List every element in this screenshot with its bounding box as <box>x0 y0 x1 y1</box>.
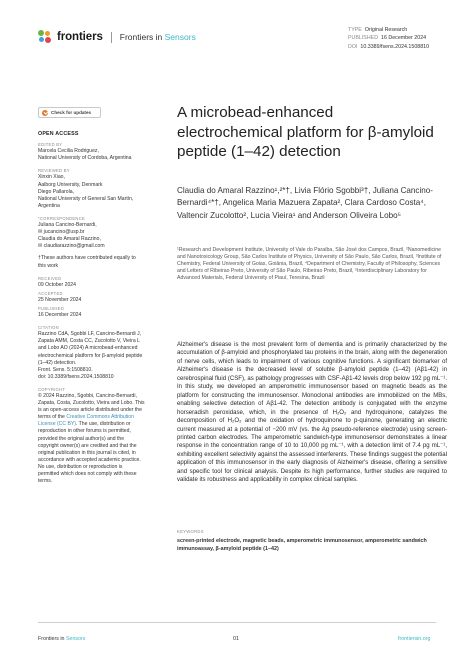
article-meta <box>348 26 429 51</box>
published-label: PUBLISHED <box>38 305 64 311</box>
accepted-label: ACCEPTED <box>38 290 63 296</box>
keywords-label: KEYWORDS <box>177 529 204 534</box>
correspondence-email[interactable]: ✉ claudiarazzino@gmail.com <box>38 243 105 250</box>
correspondence-label: *CORRESPONDENCE <box>38 215 86 221</box>
citation-line: Razzino CdA, Sgobbi LF, Cancino-Bernardi J, <box>38 331 142 338</box>
header-divider <box>111 32 112 43</box>
article-published: PUBLISHED 16 December 2024 <box>348 35 427 42</box>
check-badge-icon <box>42 110 48 116</box>
journal-title: Frontiers in Sensors <box>119 32 196 42</box>
accepted-date: 25 November 2024 <box>38 296 82 303</box>
copyright-line: Zapata, Costa, Zucolotto, Vieira and Lobo. This <box>38 400 145 407</box>
copyright-line: No use, distribution or reproduction is <box>38 463 123 470</box>
reviewed-by-label: REVIEWED BY <box>38 168 70 174</box>
article-doi: DOI 10.3389/fsens.2024.1508810 <box>348 43 430 50</box>
page-number: 01 <box>233 636 239 642</box>
copyright-line: terms. <box>38 478 53 485</box>
copyright-line: terms of the Creative Commons Attribution License (CC BY). The use, distribution or <box>38 414 134 428</box>
article-title: A microbead-enhanced electrochemical platform for β-amyloid peptide (1–42) detection <box>177 104 434 161</box>
frontiers-logo-icon <box>38 30 52 44</box>
correspondence-line: Juliana Cancino-Bernardi, <box>38 222 97 229</box>
equal-contribution-note: this work <box>38 262 59 269</box>
citation-line: Zapata AMM, Costa CC, Zucolotto V, Vieira L <box>38 338 140 345</box>
citation-line: Front. Sens. 5:1508810. <box>38 366 93 373</box>
copyright-line: © 2024 Razzino, Sgobbi, Cancino-Bernardi, <box>38 393 137 399</box>
reviewed-by-line: Aalborg University, Denmark <box>38 181 103 188</box>
equal-contribution-note: †These authors have contributed equally to <box>38 255 136 262</box>
check-for-updates-label: Check for updates <box>51 110 92 115</box>
copyright-label: COPYRIGHT <box>38 386 66 392</box>
publisher-name: frontiers <box>57 31 103 43</box>
publisher-logo[interactable] <box>38 30 196 44</box>
copyright-line: original publication in this journal is cited, in <box>38 449 136 456</box>
edited-by-line: Marcela Cecilia Rodriguez, <box>38 148 99 155</box>
keywords-list: screen-printed electrode, magnetic beads, amperometric immunosensor, amperometric sandwich immunoassay, β-amyloid peptide (1–42) <box>177 538 427 552</box>
published-date: 16 December 2024 <box>38 312 82 319</box>
received-date: 09 October 2024 <box>38 281 76 288</box>
author-list: Claudia do Amaral Razzino¹,²*†, Livia Flório Sgobbi³†, Juliana Cancino-Bernardi⁴*†, Angelica Maria Mazuera Zapata², Clara Cardoso Costa⁴, Valtencir Zucolotto², Lucia Vieira¹ and Anderson Oliveira Lobo⁵ <box>177 186 433 220</box>
article-sidebar <box>38 131 146 485</box>
edited-by-label: EDITED BY <box>38 142 63 148</box>
affiliations: ¹Research and Development Institute, University of Vale do Paraíba, São José dos Campos, Brazil, ²Nanomedicine and Nanotoxicology Group, São Carlos Institute of Physics, University of São Paulo, São Carlos, Brazil, ³Institute of Chemistry, Federal University of Goias, Goiânia, Brazil, ⁴Department of Chemistry, Faculty of Philosophy, Sciences and Letters of Ribeirao Preto, University of São Paulo, Ribeirao Preto, Brazil, ⁵Interdisciplinary Laboratory for Advanced Materials, Federal University of Piauí, Teresina, Brazil <box>177 247 442 281</box>
correspondence-line: Claudia do Amaral Razzino, <box>38 236 101 243</box>
citation-line: doi: 10.3389/fsens.2024.1508810 <box>38 373 114 380</box>
copyright-line: copyright owner(s) are credited and that the <box>38 442 137 449</box>
article-type: TYPE Original Research <box>348 27 408 33</box>
correspondence-email[interactable]: ✉ jucancino@usp.br <box>38 229 85 236</box>
copyright-line: accordance with accepted academic practice. <box>38 456 141 463</box>
copyright-line: is an open-access article distributed under the <box>38 407 142 414</box>
copyright-line: provided the original author(s) and the <box>38 435 125 442</box>
license-link[interactable]: Creative Commons Attribution License (CC BY) <box>38 414 134 428</box>
copyright-line: reproduction in other forums is permitted, <box>38 428 131 435</box>
citation-label: CITATION <box>38 325 59 331</box>
reviewed-by-line: Diego Pallarola, <box>38 188 74 195</box>
abstract-text: Alzheimer's disease is the most prevalent form of dementia and is primarily characterized by the accumulation of β-amyloid and phosphorylated tau proteins in the brain, along with the degeneration of nerve cells, which leads to impairment of various cognitive functions. A significant biomarker of Alzheimer's disease is the decreased level of soluble β-amyloid peptide (1–42) (Aβ1-42) in cerebrospinal fluid (CSF), as pathology progresses with CSF-Aβ1-42 levels drop below 192 pg mL⁻¹. In this study, we developed an amperometric immunosensor based on magnetic beads as the platform for constructing the immunosensor. Monoclonal antibodies are immobilized on the MBs, enabling selective detection of Aβ1-42. The detection antibody is conjugated with the enzyme horseradish peroxidase, which, in the presence of H₂O₂ and hydroquinone, catalyzes the decomposition of H₂O₂ and the oxidation of hydroquinone to p-quinone, generating an electric current measured at a potential of −200 mV (vs. the Ag pseudo-reference electrode) using screen-printed carbon electrodes. The amperometric sandwich-type immunosensor demonstrates a linear response in the concentration range of 10 to 10,000 pg mL⁻¹, with a detection limit of 7.4 pg mL⁻¹, exhibiting excellent selectivity against the assessed interferents. These findings suggest the potential application of this immunosensor in the early diagnosis of Alzheimer's disease, offering a sensitive and specific tool for clinical analysis. Despite its high performance, further studies are required to validate its robustness and applicability in complex clinical samples. <box>177 342 447 484</box>
copyright-line: permitted which does not comply with these <box>38 471 137 478</box>
footer-divider <box>38 622 436 623</box>
open-access-label: OPEN ACCESS <box>38 131 79 137</box>
reviewed-by-line: Argentina <box>38 202 60 209</box>
reviewed-by-line: National University of General San Martín, <box>38 195 134 202</box>
citation-line: electrochemical platform for β-amyloid peptide <box>38 352 143 359</box>
footer-journal: Frontiers in Sensors <box>38 636 86 642</box>
citation-line: and Lobo AO (2024) A microbead-enhanced <box>38 345 138 352</box>
edited-by-line: National University of Cordoba, Argentina <box>38 155 132 162</box>
check-for-updates-button[interactable] <box>38 107 101 118</box>
footer-site-link[interactable]: frontiersin.org <box>398 636 431 642</box>
reviewed-by-line: Xinxin Xiao, <box>38 174 65 181</box>
received-label: RECEIVED <box>38 275 62 281</box>
citation-line: (1–42) detection. <box>38 359 77 366</box>
